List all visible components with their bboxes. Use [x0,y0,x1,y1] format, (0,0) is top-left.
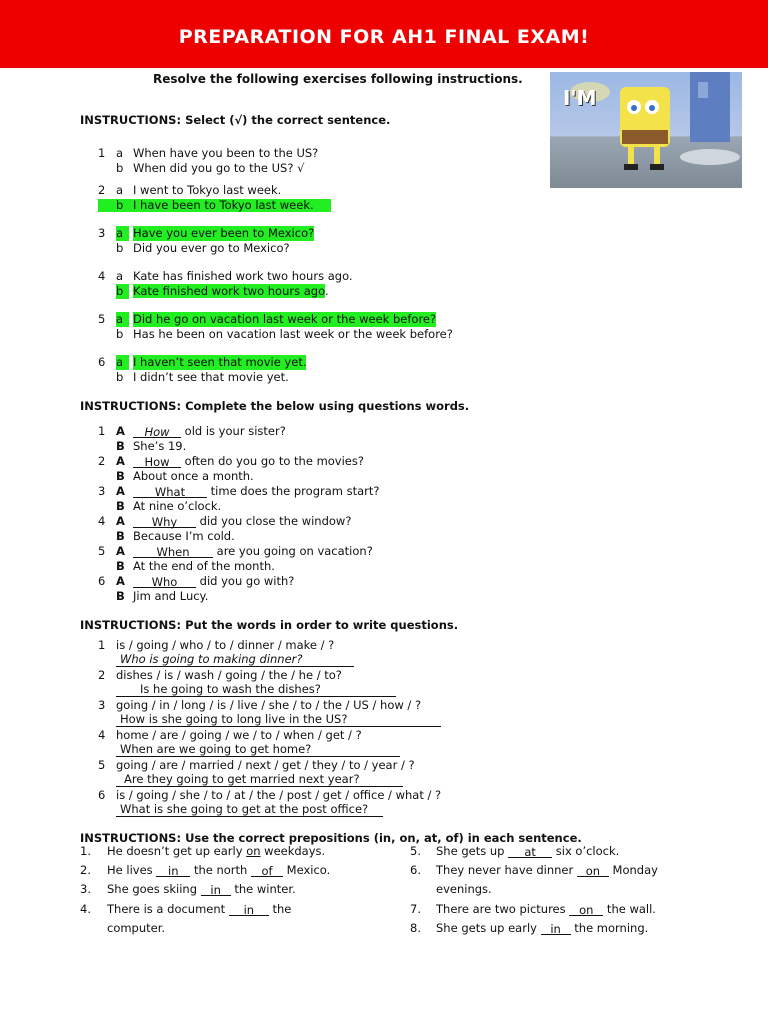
option-letter: a [116,226,129,241]
item-number: 2. [80,863,91,877]
item-number: 6 [98,574,106,588]
option-text: Kate finished work two hours ago [133,284,325,298]
sentence-start: There is a document [107,902,229,916]
question-text: are you going on vacation? [216,544,373,558]
item-number: 3 [98,698,106,712]
option-text: When did you go to the US? √ [133,161,305,175]
item-number: 6 [98,355,106,369]
sentence-start: He lives [107,863,157,877]
option-text: Did he go on vacation last week or the week before? [133,312,437,326]
question-text: time does the program start? [210,484,380,498]
reply-text: About once a month. [133,469,254,483]
option-letter: a [116,146,124,160]
sentence-start: She gets up early [436,921,541,935]
item-number: 1 [98,146,106,160]
option-text: I haven’t seen that movie yet. [133,355,307,369]
speaker-letter: B [116,559,125,573]
answer-blank: How [133,425,181,438]
reply-text: At nine o’clock. [133,499,222,513]
sentence-continuation: computer. [107,921,166,935]
speaker-letter: A [116,544,125,558]
preposition-answer: in [229,903,269,916]
sentence-start: She goes skiing [107,882,201,896]
item-number: 2 [98,454,106,468]
speaker-letter: B [116,439,125,453]
item-number: 5 [98,312,106,326]
preposition-answer: on [569,903,603,916]
preposition-answer: at [508,845,552,858]
sentence-end: the wall. [603,902,656,916]
answer-line: What is she going to get at the post office? [116,802,383,817]
item-number: 5 [98,544,106,558]
preposition-answer: on [577,864,609,877]
reply-text: Jim and Lucy. [133,589,209,603]
answer-blank: How [133,455,181,468]
question-text: often do you go to the movies? [184,454,364,468]
option-letter: b [116,198,124,212]
item-number: 4 [98,514,106,528]
preposition-answer-2: of [251,864,283,877]
item-number: 6 [98,788,106,802]
item-number: 5 [98,758,106,772]
item-number: 8. [410,921,421,935]
section3-heading: INSTRUCTIONS: Put the words in order to write questions. [80,618,459,632]
option-text: I have been to Tokyo last week. [133,198,314,212]
item-number: 1. [80,844,91,858]
preposition-answer: on [246,844,261,858]
answer-blank: When [133,545,213,558]
title-banner [0,0,768,68]
sentence-end: weekdays. [260,844,326,858]
sentence-start: There are two pictures [436,902,570,916]
speaker-letter: A [116,514,125,528]
preposition-answer: in [541,922,571,935]
cartoon-image [550,72,742,188]
option-letter: b [116,161,124,175]
speaker-letter: B [116,529,125,543]
item-number: 3 [98,484,106,498]
item-number: 1 [98,638,106,652]
sentence-start: They never have dinner [436,863,577,877]
scrambled-words: is / going / who / to / dinner / make / ? [116,638,335,652]
sentence-middle: the north [190,863,251,877]
speaker-letter: A [116,574,125,588]
answer-blank: What [133,485,207,498]
item-number: 6. [410,863,421,877]
speaker-letter: A [116,424,125,438]
scrambled-words: is / going / she / to / at / the / post / get / office / what / ? [116,788,442,802]
section2-heading: INSTRUCTIONS: Complete the below using questions words. [80,399,470,413]
option-text: Kate has finished work two hours ago. [133,269,353,283]
option-text-tail: . [324,284,329,298]
sentence-continuation: evenings. [436,882,492,896]
option-text: I went to Tokyo last week. [133,183,282,197]
option-letter: a [116,355,129,370]
item-number: 7. [410,902,421,916]
speaker-letter: B [116,589,125,603]
preposition-answer: in [201,883,231,896]
option-letter: b [116,327,124,341]
item-number: 3 [98,226,106,240]
option-letter: a [116,183,124,197]
answer-line: Are they going to get married next year? [116,772,403,787]
reply-text: She’s 19. [133,439,187,453]
option-letter: b [116,284,129,299]
question-text: did you go with? [199,574,295,588]
item-number: 3. [80,882,91,896]
section4-heading: INSTRUCTIONS: Use the correct prepositions (in, on, at, of) in each sentence. [80,831,582,845]
option-letter: a [116,312,129,327]
option-text: When have you been to the US? [133,146,319,160]
sentence-end: Mexico. [283,863,331,877]
reply-text: At the end of the month. [133,559,275,573]
item-number: 2 [98,183,106,197]
item-number: 1 [98,424,106,438]
item-number: 4. [80,902,91,916]
scrambled-words: home / are / going / we / to / when / get / ? [116,728,362,742]
preposition-answer: in [156,864,190,877]
answer-blank: Who [133,575,196,588]
image-caption: I'M [563,86,597,110]
reply-text: Because I’m cold. [133,529,235,543]
option-text: Has he been on vacation last week or the week before? [133,327,453,341]
question-text: did you close the window? [199,514,352,528]
speaker-letter: A [116,484,125,498]
answer-line: Who is going to making dinner? [116,652,354,667]
sentence-start: She gets up [436,844,509,858]
scrambled-words: going / in / long / is / live / she / to / the / US / how / ? [116,698,422,712]
sentence-end: six o’clock. [552,844,620,858]
answer-line: Is he going to wash the dishes? [116,682,396,697]
speaker-letter: B [116,469,125,483]
option-letter: b [116,370,124,384]
item-number: 4 [98,269,106,283]
sentence-end: the [268,902,292,916]
option-letter: b [116,241,124,255]
sentence-end: the winter. [230,882,296,896]
answer-line: When are we going to get home? [116,742,400,757]
option-text: I didn’t see that movie yet. [133,370,289,384]
item-number: 2 [98,668,106,682]
option-text: Have you ever been to Mexico? [133,226,315,240]
speaker-letter: A [116,454,125,468]
scrambled-words: dishes / is / wash / going / the / he / to? [116,668,342,682]
scrambled-words: going / are / married / next / get / they / to / year / ? [116,758,415,772]
answer-blank: Why [133,515,196,528]
item-number: 5. [410,844,421,858]
option-letter: a [116,269,124,283]
sentence-start: He doesn’t get up early [107,844,247,858]
item-number: 4 [98,728,106,742]
question-text: old is your sister? [184,424,286,438]
answer-line: How is she going to long live in the US? [116,712,441,727]
speaker-letter: B [116,499,125,513]
section1-heading: INSTRUCTIONS: Select (√) the correct sentence. [80,113,391,127]
option-text: Did you ever go to Mexico? [133,241,290,255]
sentence-end: Monday [608,863,658,877]
page-subtitle: Resolve the following exercises following instructions. [153,72,523,86]
page-title: PREPARATION FOR AH1 FINAL EXAM! [178,26,590,48]
sentence-end: the morning. [570,921,649,935]
